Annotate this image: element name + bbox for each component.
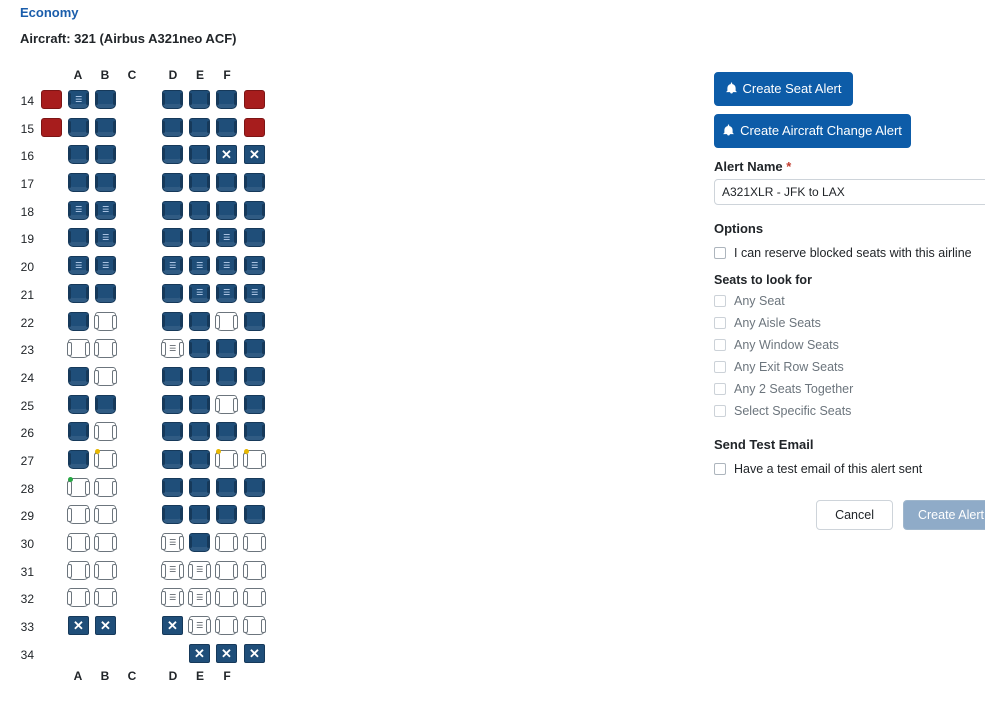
seat-option-row[interactable] bbox=[714, 334, 985, 355]
seat-standard[interactable] bbox=[162, 367, 183, 386]
seat-options-list bbox=[714, 290, 985, 421]
seat-row-number: 17 bbox=[20, 177, 34, 192]
seat-row-number: 19 bbox=[20, 232, 34, 247]
seat-available[interactable] bbox=[162, 561, 183, 580]
seat-available[interactable] bbox=[162, 588, 183, 607]
seat-standard[interactable] bbox=[68, 90, 89, 109]
lavatory-icon: ☰ bbox=[169, 592, 176, 602]
seat-standard[interactable] bbox=[216, 478, 237, 497]
seat-row-number: 28 bbox=[20, 481, 34, 496]
seat-blocked bbox=[244, 90, 265, 109]
seat-standard[interactable] bbox=[95, 90, 116, 109]
seat-standard[interactable] bbox=[68, 118, 89, 137]
seat-column-letter: A bbox=[73, 669, 83, 684]
alert-panel bbox=[714, 72, 985, 522]
seat-standard[interactable] bbox=[68, 228, 89, 247]
seat-row bbox=[0, 282, 700, 310]
seat-row-number: 33 bbox=[20, 620, 34, 635]
seat-option-checkbox[interactable] bbox=[714, 361, 726, 373]
seat-available[interactable] bbox=[244, 533, 265, 552]
seat-column-letter: B bbox=[100, 68, 110, 82]
seat-row bbox=[0, 393, 700, 421]
seat-option-label: Any Seat bbox=[734, 293, 785, 308]
lavatory-icon: ☰ bbox=[102, 232, 109, 242]
lavatory-icon: ☰ bbox=[169, 260, 176, 270]
lavatory-icon: ☰ bbox=[169, 343, 176, 353]
seat-standard[interactable] bbox=[189, 256, 210, 275]
seat-standard[interactable] bbox=[95, 201, 116, 220]
seat-standard[interactable] bbox=[162, 256, 183, 275]
lavatory-icon: ☰ bbox=[251, 288, 258, 298]
reserve-blocked-seats-row[interactable] bbox=[714, 242, 985, 263]
create-seat-alert-button[interactable] bbox=[714, 72, 853, 106]
cancel-button[interactable]: Cancel bbox=[816, 500, 893, 530]
seat-option-checkbox[interactable] bbox=[714, 295, 726, 307]
seat-available[interactable] bbox=[95, 422, 116, 441]
seat-column-letter: A bbox=[73, 68, 83, 82]
seat-row bbox=[0, 199, 700, 227]
seat-available[interactable] bbox=[216, 588, 237, 607]
seat-row bbox=[0, 614, 700, 642]
seat-row-number: 21 bbox=[20, 287, 34, 302]
options-title: Options bbox=[714, 221, 764, 236]
seat-row-number: 23 bbox=[20, 343, 34, 358]
seat-available[interactable] bbox=[216, 561, 237, 580]
seat-row bbox=[0, 365, 700, 393]
seat-option-row[interactable] bbox=[714, 312, 985, 333]
test-email-row[interactable] bbox=[714, 458, 985, 479]
seat-column-header-top bbox=[0, 68, 700, 88]
seat-available[interactable] bbox=[68, 339, 89, 358]
lavatory-icon: ☰ bbox=[196, 620, 203, 630]
seat-unavailable: ✕ bbox=[216, 644, 237, 663]
seat-option-checkbox[interactable] bbox=[714, 317, 726, 329]
seat-standard[interactable] bbox=[216, 284, 237, 303]
seat-unavailable: ✕ bbox=[189, 644, 210, 663]
seat-available[interactable] bbox=[68, 533, 89, 552]
panel-footer-buttons bbox=[816, 500, 985, 530]
seat-standard[interactable] bbox=[216, 422, 237, 441]
seat-standard[interactable] bbox=[216, 367, 237, 386]
seat-standard[interactable] bbox=[68, 367, 89, 386]
seat-row-number: 24 bbox=[20, 370, 34, 385]
seat-column-letter: B bbox=[100, 669, 110, 684]
alert-name-input[interactable] bbox=[714, 179, 985, 205]
seat-standard[interactable] bbox=[244, 367, 265, 386]
lavatory-icon: ☰ bbox=[223, 260, 230, 270]
seat-standard[interactable] bbox=[189, 228, 210, 247]
lavatory-icon: ☰ bbox=[196, 260, 203, 270]
seat-column-letter: C bbox=[127, 68, 137, 82]
seat-standard[interactable] bbox=[162, 505, 183, 524]
seat-available[interactable] bbox=[95, 450, 116, 469]
seat-standard[interactable] bbox=[162, 90, 183, 109]
seat-row bbox=[0, 642, 700, 670]
seat-standard[interactable] bbox=[216, 118, 237, 137]
seat-available[interactable] bbox=[189, 616, 210, 635]
seat-available[interactable] bbox=[95, 312, 116, 331]
seat-available[interactable] bbox=[68, 478, 89, 497]
seat-column-letter: D bbox=[168, 68, 178, 82]
seat-standard[interactable] bbox=[189, 118, 210, 137]
seat-standard[interactable] bbox=[68, 395, 89, 414]
seat-standard[interactable] bbox=[162, 478, 183, 497]
seat-available[interactable] bbox=[244, 561, 265, 580]
reserve-blocked-seats-checkbox[interactable] bbox=[714, 247, 726, 259]
lavatory-icon: ☰ bbox=[223, 232, 230, 242]
seat-row-number: 34 bbox=[20, 647, 34, 662]
seat-standard[interactable] bbox=[244, 312, 265, 331]
lavatory-icon: ☰ bbox=[102, 205, 109, 215]
seat-standard[interactable] bbox=[68, 173, 89, 192]
lavatory-icon: ☰ bbox=[196, 592, 203, 602]
seat-row bbox=[0, 254, 700, 282]
seat-option-label: Any 2 Seats Together bbox=[734, 381, 854, 396]
seat-available[interactable] bbox=[216, 395, 237, 414]
seat-available[interactable] bbox=[216, 450, 237, 469]
bell-icon bbox=[723, 124, 734, 139]
seat-standard[interactable] bbox=[216, 256, 237, 275]
lavatory-icon: ☰ bbox=[169, 537, 176, 547]
seat-unavailable: ✕ bbox=[68, 616, 89, 635]
seat-standard[interactable] bbox=[68, 312, 89, 331]
seat-row-number: 31 bbox=[20, 564, 34, 579]
create-aircraft-change-alert-label: Create Aircraft Change Alert bbox=[740, 123, 902, 138]
seat-option-row[interactable] bbox=[714, 356, 985, 377]
seat-available[interactable] bbox=[162, 339, 183, 358]
seat-standard[interactable] bbox=[189, 478, 210, 497]
seat-standard[interactable] bbox=[162, 145, 183, 164]
seat-row bbox=[0, 448, 700, 476]
lavatory-icon: ☰ bbox=[75, 260, 82, 270]
seat-row bbox=[0, 226, 700, 254]
seat-option-checkbox[interactable] bbox=[714, 405, 726, 417]
seat-row bbox=[0, 143, 700, 171]
seat-standard[interactable] bbox=[68, 450, 89, 469]
seat-row-number: 20 bbox=[20, 260, 34, 275]
seat-row-number: 25 bbox=[20, 398, 34, 413]
seat-standard[interactable] bbox=[189, 173, 210, 192]
seat-standard[interactable] bbox=[68, 201, 89, 220]
seat-standard[interactable] bbox=[244, 201, 265, 220]
seat-standard[interactable] bbox=[95, 228, 116, 247]
seat-map bbox=[0, 68, 700, 689]
seat-standard[interactable] bbox=[189, 367, 210, 386]
seat-column-letter: E bbox=[195, 68, 204, 82]
seat-available[interactable] bbox=[95, 478, 116, 497]
seat-available[interactable] bbox=[95, 339, 116, 358]
alert-name-label-text: Alert Name bbox=[714, 159, 783, 174]
seat-status-dot-yellow bbox=[216, 449, 221, 454]
seat-row bbox=[0, 310, 700, 338]
seat-standard[interactable] bbox=[216, 339, 237, 358]
seat-standard[interactable] bbox=[189, 201, 210, 220]
seat-available[interactable] bbox=[216, 533, 237, 552]
seat-unavailable: ✕ bbox=[244, 145, 265, 164]
seat-available[interactable] bbox=[244, 616, 265, 635]
seat-available[interactable] bbox=[189, 588, 210, 607]
seat-available[interactable] bbox=[68, 505, 89, 524]
lavatory-icon: ☰ bbox=[196, 565, 203, 575]
seat-column-letter: E bbox=[195, 669, 204, 684]
seat-available[interactable] bbox=[162, 533, 183, 552]
seat-row bbox=[0, 503, 700, 531]
seat-standard[interactable] bbox=[244, 284, 265, 303]
seat-column-header-bottom bbox=[0, 669, 700, 689]
reserve-blocked-seats-label: I can reserve blocked seats with this airline bbox=[734, 245, 972, 260]
seat-standard[interactable] bbox=[189, 312, 210, 331]
seat-row-number: 16 bbox=[20, 149, 34, 164]
seat-option-row[interactable] bbox=[714, 290, 985, 311]
seat-available[interactable] bbox=[95, 367, 116, 386]
seat-option-label: Any Aisle Seats bbox=[734, 315, 821, 330]
seat-standard[interactable] bbox=[216, 90, 237, 109]
seat-standard[interactable] bbox=[189, 505, 210, 524]
seat-unavailable: ✕ bbox=[162, 616, 183, 635]
seat-standard[interactable] bbox=[162, 118, 183, 137]
seat-available[interactable] bbox=[216, 312, 237, 331]
seat-standard[interactable] bbox=[244, 395, 265, 414]
seat-standard[interactable] bbox=[95, 256, 116, 275]
seat-option-row[interactable] bbox=[714, 378, 985, 399]
seat-status-dot-yellow bbox=[95, 449, 100, 454]
seat-row bbox=[0, 476, 700, 504]
cabin-class-label: Economy bbox=[20, 5, 79, 20]
seat-standard[interactable] bbox=[244, 478, 265, 497]
seat-row bbox=[0, 531, 700, 559]
alert-name-label bbox=[714, 159, 985, 174]
seat-standard[interactable] bbox=[162, 228, 183, 247]
seat-column-letter: F bbox=[223, 669, 231, 684]
seat-standard[interactable] bbox=[189, 284, 210, 303]
seat-unavailable: ✕ bbox=[244, 644, 265, 663]
seat-standard[interactable] bbox=[216, 228, 237, 247]
seat-standard[interactable] bbox=[189, 90, 210, 109]
seat-standard[interactable] bbox=[216, 505, 237, 524]
aircraft-type-label: Aircraft: 321 (Airbus A321neo ACF) bbox=[20, 31, 237, 46]
lavatory-icon: ☰ bbox=[251, 260, 258, 270]
seat-available[interactable] bbox=[244, 588, 265, 607]
seat-standard[interactable] bbox=[189, 395, 210, 414]
test-email-label: Have a test email of this alert sent bbox=[734, 461, 923, 476]
lavatory-icon: ☰ bbox=[169, 565, 176, 575]
seat-row bbox=[0, 116, 700, 144]
seat-standard[interactable] bbox=[162, 284, 183, 303]
seat-standard[interactable] bbox=[68, 284, 89, 303]
seat-row bbox=[0, 337, 700, 365]
seat-standard[interactable] bbox=[244, 422, 265, 441]
seat-option-label: Any Window Seats bbox=[734, 337, 839, 352]
seat-standard[interactable] bbox=[68, 422, 89, 441]
seat-standard[interactable] bbox=[95, 145, 116, 164]
seat-option-row[interactable] bbox=[714, 400, 985, 421]
seat-row bbox=[0, 420, 700, 448]
seat-standard[interactable] bbox=[162, 173, 183, 192]
seat-standard[interactable] bbox=[162, 312, 183, 331]
seat-rows bbox=[0, 88, 700, 669]
seat-blocked bbox=[41, 90, 62, 109]
required-marker: * bbox=[786, 159, 792, 174]
seat-row bbox=[0, 88, 700, 116]
seat-row-number: 27 bbox=[20, 453, 34, 468]
seat-row bbox=[0, 586, 700, 614]
seat-column-letter: D bbox=[168, 669, 178, 684]
seat-option-checkbox[interactable] bbox=[714, 383, 726, 395]
bell-icon bbox=[726, 82, 737, 97]
seat-available[interactable] bbox=[216, 616, 237, 635]
seat-option-label: Select Specific Seats bbox=[734, 403, 852, 418]
seat-blocked bbox=[244, 118, 265, 137]
seat-standard[interactable] bbox=[162, 395, 183, 414]
lavatory-icon: ☰ bbox=[75, 94, 82, 104]
seat-row-number: 29 bbox=[20, 509, 34, 524]
seat-status-dot-yellow bbox=[244, 449, 249, 454]
lavatory-icon: ☰ bbox=[196, 288, 203, 298]
seat-available[interactable] bbox=[244, 450, 265, 469]
seat-standard[interactable] bbox=[244, 173, 265, 192]
seat-standard[interactable] bbox=[162, 201, 183, 220]
seat-standard[interactable] bbox=[189, 422, 210, 441]
create-alert-button: Create Alert bbox=[903, 500, 985, 530]
create-aircraft-change-alert-button[interactable] bbox=[714, 114, 911, 148]
seat-available[interactable] bbox=[95, 561, 116, 580]
seat-standard[interactable] bbox=[244, 228, 265, 247]
seat-standard[interactable] bbox=[95, 173, 116, 192]
seat-standard[interactable] bbox=[189, 450, 210, 469]
seat-standard[interactable] bbox=[216, 201, 237, 220]
seat-available[interactable] bbox=[95, 505, 116, 524]
seat-row-number: 22 bbox=[20, 315, 34, 330]
seat-row-number: 32 bbox=[20, 592, 34, 607]
seat-column-letter: C bbox=[127, 669, 137, 684]
seat-unavailable: ✕ bbox=[216, 145, 237, 164]
seat-unavailable: ✕ bbox=[95, 616, 116, 635]
seat-standard[interactable] bbox=[216, 173, 237, 192]
seat-standard[interactable] bbox=[189, 533, 210, 552]
seat-row-number: 14 bbox=[20, 94, 34, 108]
lavatory-icon: ☰ bbox=[223, 288, 230, 298]
seat-standard[interactable] bbox=[244, 339, 265, 358]
seat-available[interactable] bbox=[95, 533, 116, 552]
seat-column-letter: F bbox=[223, 68, 231, 82]
lavatory-icon: ☰ bbox=[75, 205, 82, 215]
send-test-email-title: Send Test Email bbox=[714, 437, 814, 452]
seat-available[interactable] bbox=[68, 588, 89, 607]
seat-standard[interactable] bbox=[189, 145, 210, 164]
seat-status-dot-green bbox=[68, 477, 73, 482]
seat-row bbox=[0, 559, 700, 587]
lavatory-icon: ☰ bbox=[102, 260, 109, 270]
seat-standard[interactable] bbox=[162, 450, 183, 469]
seat-option-label: Any Exit Row Seats bbox=[734, 359, 844, 374]
seat-available[interactable] bbox=[95, 588, 116, 607]
seat-row-number: 15 bbox=[20, 121, 34, 136]
seat-standard[interactable] bbox=[244, 256, 265, 275]
seats-to-look-for-title: Seats to look for bbox=[714, 273, 812, 287]
seat-available[interactable] bbox=[68, 561, 89, 580]
seat-standard[interactable] bbox=[162, 422, 183, 441]
seat-blocked bbox=[41, 118, 62, 137]
seat-standard[interactable] bbox=[189, 339, 210, 358]
create-seat-alert-label: Create Seat Alert bbox=[742, 81, 842, 96]
seat-standard[interactable] bbox=[95, 395, 116, 414]
seat-row-number: 26 bbox=[20, 426, 34, 441]
seat-standard[interactable] bbox=[244, 505, 265, 524]
seat-row-number: 30 bbox=[20, 537, 34, 551]
seat-row bbox=[0, 171, 700, 199]
seat-standard[interactable] bbox=[95, 284, 116, 303]
test-email-checkbox[interactable] bbox=[714, 463, 726, 475]
seat-row-number: 18 bbox=[20, 204, 34, 219]
seat-available[interactable] bbox=[189, 561, 210, 580]
seat-standard[interactable] bbox=[95, 118, 116, 137]
seat-standard[interactable] bbox=[68, 145, 89, 164]
seat-option-checkbox[interactable] bbox=[714, 339, 726, 351]
seat-standard[interactable] bbox=[68, 256, 89, 275]
